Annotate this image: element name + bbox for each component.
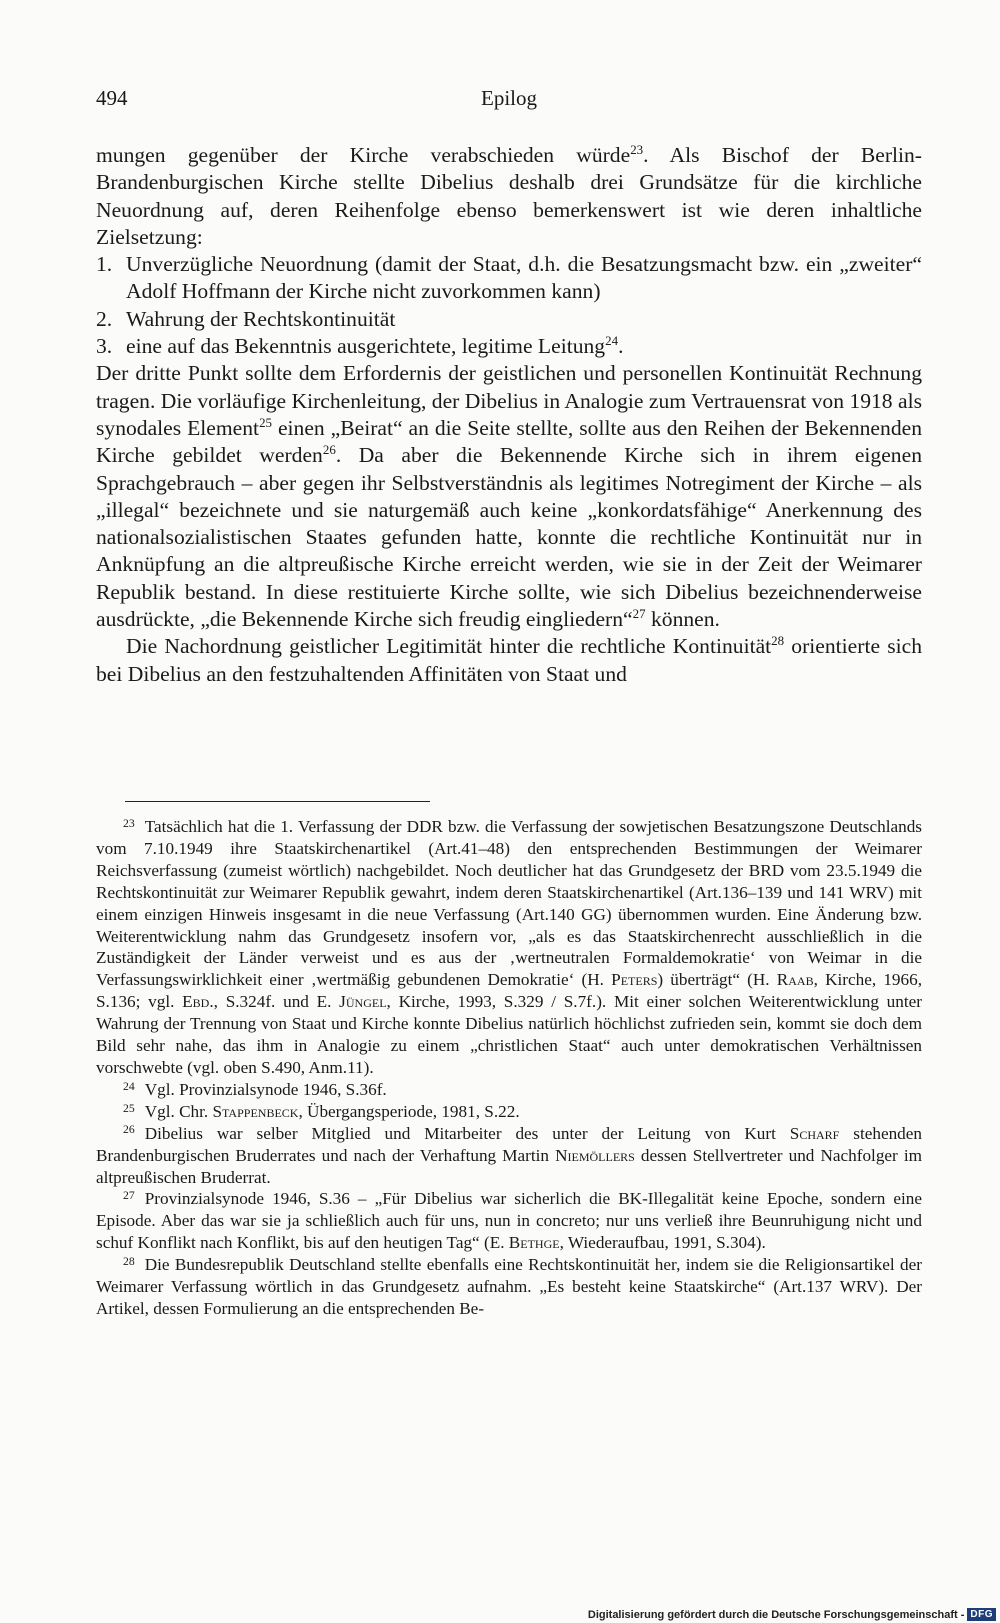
text-run: Der dritte Punkt sollte dem Erfordernis der geistlichen und personellen Kontinuität Rechnung tragen. Die vorläufige Kirchenleitung, der Dibelius in Analogie zum Vertrauensrat von 1918 als synodales Element: [96, 361, 922, 440]
footnote-24: [96, 1079, 922, 1101]
text-run: Vgl. Provinzialsynode 1946, S.36f.: [144, 1079, 387, 1099]
running-title: Epilog: [481, 86, 537, 110]
list-item: [96, 251, 922, 306]
footnote-ref: 25: [259, 415, 273, 431]
text-run: , Kirche, 1966, S.136; vgl.: [96, 970, 922, 1012]
text-run: . Da aber die Bekennende Kirche sich in ihrem eigenen Sprachgebrauch – aber gegen ihr Selbstverständnis als legitimes Notregiment der Kirche – als „illegal“ bezeichnete und sie naturgemäß auch keine „konkordatsfähige“ Anerkennung des nationalsozialistischen Staates gefunden hatte, konnte die rechtliche Kontinuität nur in Anknüpfung an die altpreußische Kirche erreicht werden, wie sie in der Zeit der Weimarer Republik bestand. In diese restituierte Kirche sollte, wie sich Dibelius bezeichnenderweise ausdrückte, „die Bekennende Kirche sich freudig eingliedern“: [96, 443, 922, 632]
text-run: Provinzialsynode 1946, S.36 – „Für Dibelius war sicherlich die BK-Illegalität keine Epoche, sondern eine Episode. Aber das war sie ja schließlich auch für uns, nun in concreto; nur uns verließ ihre Beunruhigung nicht und schuf Konflikt nach Konflikt, bis auf den heutigen Tag“ (E.: [96, 1189, 922, 1253]
paragraph: [96, 633, 922, 688]
text-run: ) überträgt“ (H.: [657, 970, 777, 990]
footnote-ref: 26: [322, 442, 336, 458]
paragraph: [96, 360, 922, 633]
footnote-ref: 27: [632, 606, 646, 622]
list-number: 3.: [96, 334, 113, 359]
footnote-25: [96, 1101, 922, 1123]
list-text: Unverzügliche Neuordnung (damit der Staat, d.h. die Besatzungsmacht bzw. ein „zweiter“ Adolf Hoffmann der Kirche nicht zuvorkommen kann): [126, 252, 922, 304]
footnote-number: 24: [123, 1079, 135, 1093]
list-text: Wahrung der Rechtskontinuität: [126, 306, 396, 331]
footnote-number: 28: [123, 1254, 135, 1268]
author-name: Niemöllers: [555, 1145, 635, 1165]
footnote-ref: 24: [605, 333, 619, 349]
text-run: Vgl. Chr.: [144, 1101, 213, 1121]
text-run: . Als Bischof der Berlin-Brandenburgischen Kirche stellte Dibelius deshalb drei Grundsätze für die kirchliche Neuordnung auf, deren Reihenfolge ebenso bemerkenswert ist wie deren inhaltliche Zielsetzung:: [96, 143, 922, 249]
list-number: 1.: [96, 252, 113, 277]
credit-text: Digitalisierung gefördert durch die Deutsche Forschungsgemeinschaft -: [587, 1608, 965, 1621]
text-run: stehenden Brandenburgischen Bruderrates und nach der Verhaftung Martin: [96, 1123, 922, 1165]
author-name: Peters: [611, 970, 658, 990]
footnote-27: [96, 1188, 922, 1254]
footnote-ref: 23: [630, 142, 644, 158]
text-run: orientierte sich bei Dibelius an den festzuhaltenden Affinitäten von Staat und: [96, 634, 922, 686]
text-run: mungen gegenüber der Kirche verabschieden würde: [96, 143, 631, 167]
main-text: [96, 142, 922, 688]
digitization-credit: [588, 1608, 996, 1621]
text-run: können.: [645, 607, 720, 632]
footnote-number: 25: [123, 1101, 135, 1115]
footnote-number: 26: [123, 1123, 135, 1137]
author-name: Scharf: [789, 1123, 840, 1143]
text-run: Die Nachordnung geistlicher Legitimität hinter die rechtliche Kontinuität: [126, 634, 772, 659]
footnotes: [96, 816, 922, 1320]
text-run: , Kirche, 1993, S.329 / S.7f.). Mit einer solchen Weiterentwicklung unter Wahrung der Trennung von Staat und Kirche konnte Dibelius natürlich höchlichst zufrieden sein, kommt sie doch dem Bild sehr nahe, das ihm in Analogie zu einem „christlichen Staat“ auch unter demokratischen Verhältnissen vorschwebte (vgl. oben S.490, Anm.11).: [96, 992, 922, 1077]
author-name: Bethge: [508, 1233, 560, 1253]
footnote-separator: [125, 801, 430, 802]
text-run: , S.324f. und E.: [213, 992, 340, 1012]
author-name: Stappenbeck: [212, 1101, 299, 1121]
text-run: einen „Beirat“ an die Seite stellte, sollte aus den Reihen der Bekennenden Kirche gebildet werden: [96, 415, 922, 468]
dfg-logo: DFG: [967, 1608, 996, 1621]
text-run: Die Bundesrepublik Deutschland stellte ebenfalls eine Rechtskontinuität her, indem sie die Religionsartikel der Weimarer Verfassung wörtlich in das Grundgesetz aufnahm. „Es besteht keine Staatskirche“ (Art.137 WRV). Der Artikel, dessen Formulierung an die entsprechenden Be-: [96, 1255, 922, 1318]
list-item: [96, 333, 922, 360]
author-name: Ebd.: [182, 992, 214, 1012]
page-number: 494: [96, 86, 128, 110]
text-run: , Wiederaufbau, 1991, S.304).: [559, 1233, 766, 1253]
paragraph: [96, 142, 922, 251]
footnote-23: [96, 816, 922, 1079]
footnote-number: 23: [123, 816, 135, 830]
text-run: .: [618, 334, 624, 359]
author-name: Raab: [776, 970, 814, 990]
footnote-ref: 28: [771, 633, 785, 649]
text-run: Tatsächlich hat die 1. Verfassung der DDR bzw. die Verfassung der sowjetischen Besatzungszone Deutschlands vom 7.10.1949 ihre Staatskirchenartikel (Art.41–48) den entsprechenden Bestimmungen der Weimarer Reichsverfassung (zumeist wörtlich) nachgebildet. Noch deutlicher hat das Grundgesetz der BRD vom 23.5.1949 die Rechtskontinuität zur Weimarer Republik gewahrt, indem deren Staatskirchenartikel (Art.136–139 und 141 WRV) mit einem einzigen Hinweis insgesamt in die neue Verfassung (Art.140 GG) übernommen wurden. Eine Änderung bzw. Weiterentwicklung nahm das Grundgesetz insofern vor, „als es das Staatskirchenrecht ausschließlich in die Zuständigkeit der Länder verweist und es aus der ‚wertneutralen Formaldemokratie‘ von Weimar in die Verfassungswirklichkeit einer ‚wertmäßig gebundenen Demokratie‘ (H.: [96, 817, 922, 990]
list-number: 2.: [96, 306, 113, 331]
footnote-28: [96, 1254, 922, 1320]
footnote-number: 27: [123, 1189, 135, 1203]
list-item: [96, 306, 922, 333]
footnote-26: [96, 1123, 922, 1189]
list-text: eine auf das Bekenntnis ausgerichtete, legitime Leitung: [126, 334, 606, 359]
author-name: Jüngel: [339, 992, 387, 1012]
text-run: , Übergangsperiode, 1981, S.22.: [298, 1101, 520, 1121]
text-run: dessen Stellvertreter und Nachfolger im altpreußischen Bruderrat.: [96, 1145, 922, 1187]
text-run: Dibelius war selber Mitglied und Mitarbeiter des unter der Leitung von Kurt: [144, 1123, 790, 1143]
page-header: [96, 86, 922, 116]
